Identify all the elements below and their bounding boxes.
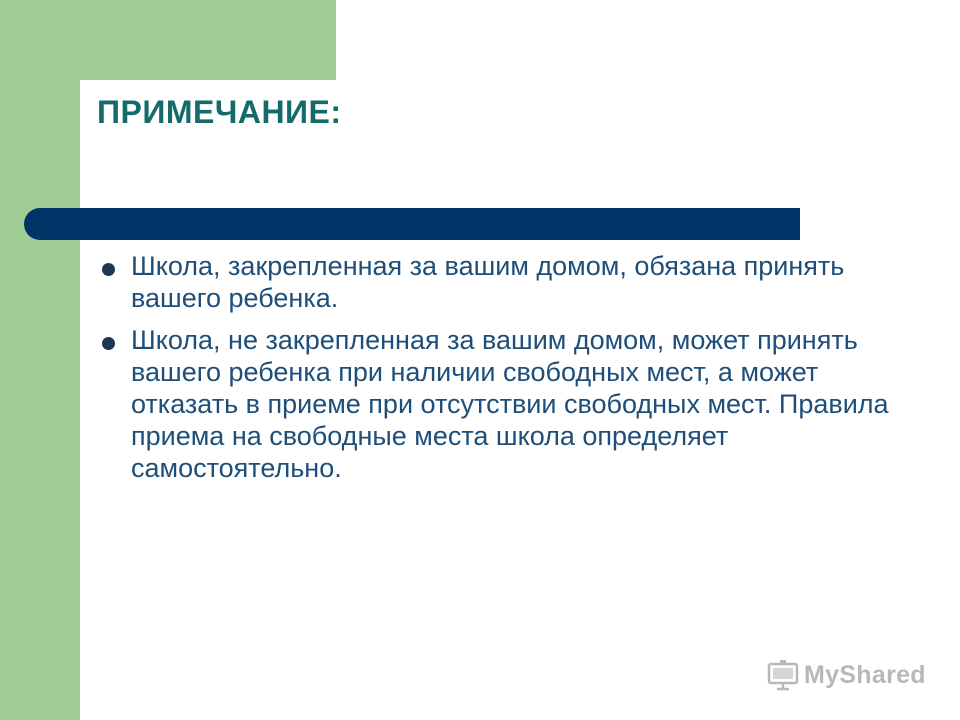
bullet-list [100,250,890,494]
title-underline-bar [24,208,800,240]
watermark [766,657,926,693]
bullet-dot-icon [102,263,115,276]
slide-title: ПРИМЕЧАНИЕ: [97,94,342,130]
bullet-text: Школа, не закрепленная за вашим домом, может принять вашего ребенка при наличии свободных мест, а может отказать в приеме при отсутствии свободных мест. Правила приема на свободные места школа определяет самостоятельно. [131,325,889,483]
bullet-item [100,324,890,484]
bullet-dot-icon [102,337,115,350]
decor-green-sidebar [0,0,80,720]
bullet-item [100,250,890,314]
projector-board-icon [766,658,800,692]
bullet-text: Школа, закрепленная за вашим домом, обязана принять вашего ребенка. [131,251,845,313]
watermark-brand: MyShared [804,660,926,689]
